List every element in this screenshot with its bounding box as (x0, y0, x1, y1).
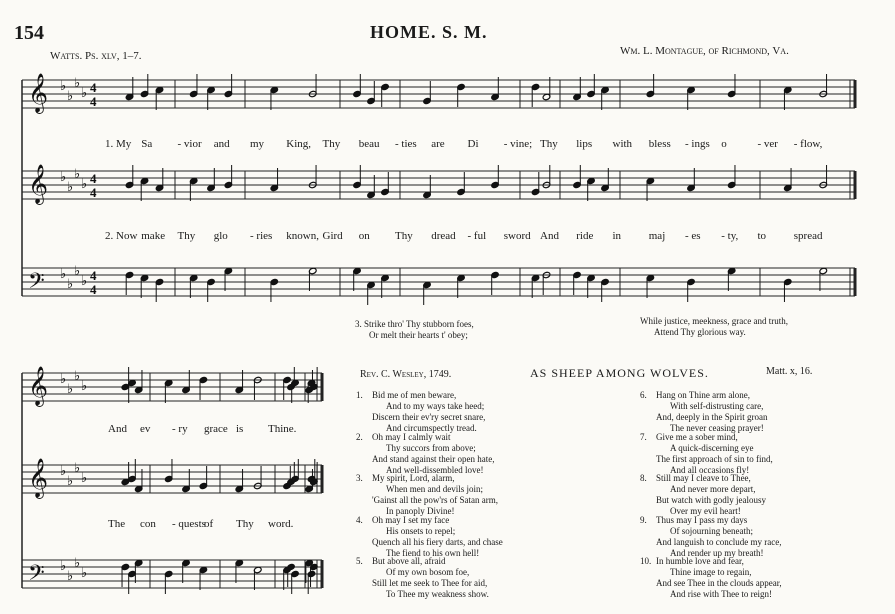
verse-line: Over my evil heart! (670, 506, 741, 516)
lyric-syllable: - ings (685, 138, 710, 150)
verse-line: But watch with godly jealousy (656, 495, 766, 505)
verse-line: In humble love and fear, (656, 556, 744, 566)
verse-line: Thine image to regain, (670, 567, 752, 577)
lyric-syllable: 1. My (105, 138, 132, 150)
lyric-syllable: known, (286, 230, 319, 242)
second-hymn-author: Rev. C. Wesley, 1749. (360, 369, 452, 380)
flat-icon: ♭ (74, 166, 81, 181)
lyric-syllable: and (213, 138, 230, 150)
lyric-syllable: - vine; (503, 138, 533, 150)
stanza-number: 8. (640, 473, 647, 483)
flat-icon: ♭ (60, 169, 67, 184)
flat-icon: ♭ (67, 276, 74, 291)
lyric-syllable: 2. Now (105, 230, 138, 242)
treble-clef-icon: 𝄞 (28, 366, 49, 406)
verse-line: Bid me of men beware, (372, 390, 457, 400)
verse-line: And see Thee in the clouds appear, (656, 578, 782, 588)
time-signature: 4 (90, 282, 97, 297)
flat-icon: ♭ (74, 555, 81, 570)
lyric-syllable: lips (576, 138, 593, 150)
verse-line: Discern their ev'ry secret snare, (372, 412, 486, 422)
verse-line: The never ceasing prayer! (670, 423, 764, 433)
verse-line: Or melt their hearts t' obey; (369, 330, 468, 340)
bass-clef-icon: 𝄢 (28, 561, 45, 591)
lyric-syllable: grace (204, 423, 228, 435)
verse-line: In panoply Divine! (386, 506, 455, 516)
stanza-number: 7. (640, 431, 647, 442)
lyric-syllable: Thy (540, 138, 558, 150)
lyric-syllable: word. (268, 518, 294, 530)
lyric-syllable: dread (431, 230, 456, 242)
verse-line: 3. Strike thro' Thy stubborn foes, (355, 319, 474, 329)
lyric-syllable: of (204, 518, 214, 530)
stanza-number: 10. (640, 556, 652, 566)
page-number: 154 (14, 22, 44, 44)
lyric-syllable: con (140, 518, 156, 530)
verse-line: Still may I cleave to Thee, (656, 473, 751, 483)
time-signature: 4 (90, 94, 97, 109)
verse-line: Oh may I calmly wait (372, 431, 451, 442)
lyric-syllable: ride (576, 230, 594, 242)
verse-line: And well-dissembled love! (386, 464, 484, 475)
lyric-syllable: spread (793, 230, 823, 242)
verse-line: And to my ways take heed; (386, 401, 485, 411)
stanza-number: 5. (356, 556, 363, 566)
flat-icon: ♭ (81, 85, 88, 100)
lyric-syllable: Sa (141, 138, 153, 150)
lyric-syllable: Thy (236, 518, 254, 530)
stanza-number: 9. (640, 514, 647, 525)
lyric-syllable: The (108, 518, 126, 530)
time-signature: 4 (90, 268, 97, 283)
flat-icon: ♭ (60, 266, 67, 281)
verse-line: While justice, meekness, grace and truth, (640, 316, 788, 326)
lyric-syllable: Thy (177, 230, 196, 242)
lyric-syllable: - ries (250, 230, 273, 242)
verse-line: Thus may I pass my days (656, 514, 748, 525)
verse-line: To Thee my weakness show. (386, 589, 489, 599)
lyric-syllable: Thine. (268, 423, 297, 435)
flat-icon: ♭ (74, 263, 81, 278)
time-signature: 4 (90, 185, 97, 200)
verse-line: And render up my breath! (670, 547, 764, 558)
treble-clef-icon: 𝄞 (28, 164, 49, 204)
verse-line: Of sojourning beneath; (670, 525, 753, 536)
lyric-syllable: Thy (322, 138, 341, 150)
stanza-number: 4. (356, 514, 363, 525)
verse-line: Give me a sober mind, (656, 431, 738, 442)
flat-icon: ♭ (74, 75, 81, 90)
verse-line: The fiend to his own hell! (386, 547, 480, 558)
lyric-syllable: - ful (467, 230, 487, 242)
time-signature: 4 (90, 171, 97, 186)
flat-icon: ♭ (60, 78, 67, 93)
flat-icon: ♭ (67, 381, 74, 396)
lyric-syllable: bless (648, 138, 671, 150)
lyric-syllable: are (431, 138, 445, 150)
stanza-number: 1. (356, 390, 363, 400)
verse-line: And never more depart, (670, 484, 756, 494)
flat-icon: ♭ (81, 565, 88, 580)
tune-credit: Wm. L. Montague, of Richmond, Va. (620, 45, 789, 57)
verse-line: And, deeply in the Spirit groan (656, 412, 768, 422)
lyric-syllable: - quests (172, 518, 206, 530)
flat-icon: ♭ (67, 179, 74, 194)
verse-line: Oh may I set my face (372, 514, 450, 525)
verse-line: Still let me seek to Thee for aid, (372, 578, 488, 588)
flat-icon: ♭ (67, 473, 74, 488)
verse-line: When men and devils join; (386, 484, 483, 494)
verse-line: Of my own bosom foe, (386, 567, 470, 577)
flat-icon: ♭ (74, 368, 81, 383)
text-credit: Watts. Ps. xlv, 1–7. (50, 50, 142, 62)
stanza-number: 6. (640, 390, 647, 400)
lyric-syllable: sword (503, 230, 531, 242)
lyric-syllable: Gird (322, 230, 343, 242)
treble-clef-icon: 𝄞 (28, 73, 49, 113)
flat-icon: ♭ (67, 88, 74, 103)
stanza-number: 3. (356, 473, 363, 483)
stanza-number: 2. (356, 431, 363, 442)
flat-icon: ♭ (81, 470, 88, 485)
lyric-syllable: - ties (395, 138, 417, 150)
verse-line: The first approach of sin to find, (656, 453, 773, 464)
lyric-syllable: - ty, (721, 230, 739, 242)
flat-icon: ♭ (60, 371, 67, 386)
flat-icon: ♭ (60, 558, 67, 573)
bass-clef-icon: 𝄢 (28, 269, 45, 299)
lyric-syllable: - vior (177, 138, 202, 150)
lyric-syllable: with (612, 138, 633, 150)
verse-line: And stand against their open hate, (372, 453, 495, 464)
lyric-syllable: in (612, 230, 622, 242)
flat-icon: ♭ (60, 463, 67, 478)
verse-line: His onsets to repel; (386, 525, 456, 536)
verse-line: And languish to conclude my race, (656, 536, 782, 547)
second-hymn-reference: Matt. x, 16. (766, 366, 813, 377)
lyric-syllable: - ry (172, 423, 188, 435)
verse-line: Thy succors from above; (386, 442, 476, 453)
verse-line: A quick-discerning eye (670, 442, 754, 453)
lyric-syllable: make (141, 230, 166, 242)
lyric-syllable: o (721, 138, 727, 150)
lyric-syllable: And (540, 230, 559, 242)
verse-line: Hang on Thine arm alone, (656, 390, 751, 400)
time-signature: 4 (90, 80, 97, 95)
lyric-syllable: to (757, 230, 767, 242)
lyric-syllable: is (236, 423, 244, 435)
lyric-syllable: beau (358, 138, 380, 150)
verse-line: With self-distrusting care, (670, 401, 764, 411)
lyric-syllable: on (358, 230, 370, 242)
flat-icon: ♭ (81, 273, 88, 288)
lyric-syllable: my (250, 138, 265, 150)
lyric-syllable: King, (286, 138, 311, 150)
flat-icon: ♭ (74, 460, 81, 475)
verse-line: My spirit, Lord, alarm, (372, 473, 455, 483)
lyric-syllable: - flow, (793, 138, 823, 150)
verse-line: And circumspectly tread. (386, 423, 477, 433)
second-hymn-title: AS SHEEP AMONG WOLVES. (530, 366, 709, 380)
hymn-title: HOME. S. M. (370, 22, 488, 42)
flat-icon: ♭ (67, 568, 74, 583)
verse-line: And rise with Thee to reign! (670, 589, 773, 599)
verse-line: Attend Thy glorious way. (654, 327, 746, 337)
verse-line: 'Gainst all the pow'rs of Satan arm, (372, 495, 498, 505)
lyric-syllable: Thy (395, 230, 413, 242)
lyric-syllable: Di (467, 138, 479, 150)
flat-icon: ♭ (81, 176, 88, 191)
lyric-syllable: maj (648, 230, 666, 242)
treble-clef-icon: 𝄞 (28, 458, 49, 498)
lyric-syllable: And (108, 423, 127, 435)
flat-icon: ♭ (81, 378, 88, 393)
lyric-syllable: glo (213, 230, 228, 242)
verse-line: Quench all his fiery darts, and chase (372, 536, 503, 547)
verse-line: But above all, afraid (372, 556, 446, 566)
verse-line: And all occasions fly! (670, 464, 750, 475)
lyric-syllable: ev (140, 423, 151, 435)
lyric-syllable: - ver (757, 138, 778, 150)
lyric-syllable: - es (685, 230, 701, 242)
